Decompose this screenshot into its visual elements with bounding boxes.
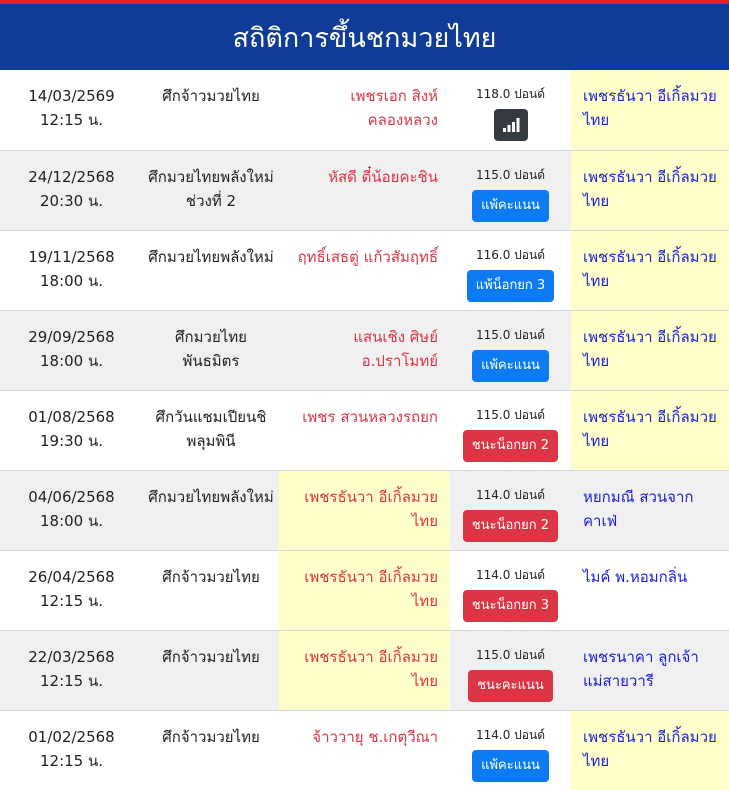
fight-row <box>0 70 729 150</box>
fight-time: 12:15 น. <box>39 752 104 770</box>
red-corner-fighter[interactable]: ฤทธิ์เสธตู่ แก้วสัมฤทธิ์ <box>297 248 438 266</box>
fight-date: 24/12/2568 <box>28 168 115 186</box>
bar-chart-icon <box>502 117 520 133</box>
blue-corner-fighter[interactable]: เพชรธันวา อีเกิ้ลมวยไทย <box>571 711 729 790</box>
result-cell <box>450 711 571 790</box>
result-cell <box>450 391 571 470</box>
fight-row <box>0 630 729 710</box>
fight-datetime <box>0 551 143 630</box>
red-corner-fighter[interactable]: จ้าววายุ ช.เกตุวีณา <box>312 728 438 746</box>
result-badge[interactable]: ชนะน็อกยก 2 <box>463 430 558 462</box>
event-name: ศึกมวยไทยพลังใหม่ <box>148 248 274 266</box>
fight-time: 12:15 น. <box>39 592 104 610</box>
fight-history-table <box>0 70 729 790</box>
result-badge[interactable]: แพ้คะแนน <box>472 350 549 382</box>
fight-date: 04/06/2568 <box>28 488 115 506</box>
fight-date: 26/04/2568 <box>28 568 115 586</box>
result-cell <box>450 70 571 150</box>
result-cell <box>450 551 571 630</box>
fight-row <box>0 310 729 390</box>
result-badge[interactable]: ชนะน็อกยก 2 <box>463 510 558 542</box>
result-badge[interactable]: ชนะคะแนน <box>468 670 553 702</box>
blue-corner-fighter[interactable]: เพชรธันวา อีเกิ้ลมวยไทย <box>571 151 729 230</box>
event-name: ศึกวันแชมเปียนชิพลุมพินี <box>155 408 267 450</box>
event-name: ศึกมวยไทยพลังใหม่ ช่วงที่ 2 <box>148 168 274 210</box>
fight-date: 14/03/2569 <box>28 87 115 105</box>
event-name: ศึกจ้าวมวยไทย <box>162 728 260 746</box>
fight-time: 20:30 น. <box>39 192 104 210</box>
fight-datetime <box>0 391 143 470</box>
fight-date: 19/11/2568 <box>28 248 115 266</box>
blue-corner-fighter[interactable]: หยกมณี สวนจากคาเฟ่ <box>583 488 694 530</box>
weight-label: 115.0 ปอนด์ <box>476 648 545 662</box>
fight-time: 19:30 น. <box>39 432 104 450</box>
fight-time: 18:00 น. <box>39 512 104 530</box>
fight-datetime <box>0 631 143 710</box>
weight-label: 114.0 ปอนด์ <box>476 568 545 582</box>
fight-row <box>0 710 729 790</box>
fight-date: 01/02/2568 <box>28 728 115 746</box>
result-badge[interactable]: แพ้น็อกยก 3 <box>467 270 554 302</box>
weight-label: 115.0 ปอนด์ <box>476 408 545 422</box>
fight-row <box>0 470 729 550</box>
result-cell <box>450 231 571 310</box>
fight-row <box>0 150 729 230</box>
red-corner-fighter[interactable]: เพชรเอก สิงห์คลองหลวง <box>350 87 438 129</box>
blue-corner-fighter[interactable]: เพชรนาคา ลูกเจ้าแม่สายวารี <box>583 648 699 690</box>
fight-row <box>0 550 729 630</box>
event-name: ศึกมวยไทยพันธมิตร <box>175 328 247 370</box>
page-title: สถิติการขึ้นชกมวยไทย <box>232 22 497 54</box>
fight-time: 18:00 น. <box>39 352 104 370</box>
fight-time: 12:15 น. <box>39 111 104 129</box>
weight-label: 114.0 ปอนด์ <box>476 728 545 742</box>
weight-label: 114.0 ปอนด์ <box>476 488 545 502</box>
blue-corner-fighter[interactable]: เพชรธันวา อีเกิ้ลมวยไทย <box>571 391 729 470</box>
fight-time: 12:15 น. <box>39 672 104 690</box>
fight-datetime <box>0 70 143 150</box>
event-name: ศึกจ้าวมวยไทย <box>162 648 260 666</box>
red-corner-fighter[interactable]: หัสดี ตี๋น้อยคะชิน <box>328 168 438 186</box>
fight-time: 18:00 น. <box>39 272 104 290</box>
red-corner-fighter[interactable]: เพชรธันวา อีเกิ้ลมวยไทย <box>279 471 450 550</box>
blue-corner-fighter[interactable]: เพชรธันวา อีเกิ้ลมวยไทย <box>571 311 729 390</box>
result-badge[interactable]: ชนะน็อกยก 3 <box>463 590 558 622</box>
result-cell <box>450 471 571 550</box>
result-badge[interactable]: แพ้คะแนน <box>472 190 549 222</box>
red-corner-fighter[interactable]: เพชร สวนหลวงรถยก <box>302 408 438 426</box>
result-badge[interactable]: แพ้คะแนน <box>472 750 549 782</box>
weight-label: 118.0 ปอนด์ <box>476 87 545 101</box>
fight-date: 29/09/2568 <box>28 328 115 346</box>
red-corner-fighter[interactable]: เพชรธันวา อีเกิ้ลมวยไทย <box>279 631 450 710</box>
weight-label: 115.0 ปอนด์ <box>476 168 545 182</box>
fight-row <box>0 230 729 310</box>
weight-label: 115.0 ปอนด์ <box>476 328 545 342</box>
stats-button[interactable] <box>494 109 528 141</box>
event-name: ศึกมวยไทยพลังใหม่ <box>148 488 274 506</box>
fight-datetime <box>0 151 143 230</box>
fight-datetime <box>0 711 143 790</box>
fight-datetime <box>0 471 143 550</box>
red-corner-fighter[interactable]: แสนเชิง ศิษย์อ.ปราโมทย์ <box>353 328 438 370</box>
fight-row <box>0 390 729 470</box>
blue-corner-fighter[interactable]: เพชรธันวา อีเกิ้ลมวยไทย <box>571 70 729 150</box>
fight-datetime <box>0 311 143 390</box>
weight-label: 116.0 ปอนด์ <box>476 248 545 262</box>
fight-date: 22/03/2568 <box>28 648 115 666</box>
blue-corner-fighter[interactable]: ไมค์ พ.หอมกลิ่น <box>583 568 688 586</box>
fight-date: 01/08/2568 <box>28 408 115 426</box>
result-cell <box>450 631 571 710</box>
blue-corner-fighter[interactable]: เพชรธันวา อีเกิ้ลมวยไทย <box>571 231 729 310</box>
fight-datetime <box>0 231 143 310</box>
result-cell <box>450 311 571 390</box>
event-name: ศึกจ้าวมวยไทย <box>162 568 260 586</box>
page-header <box>0 4 729 70</box>
result-cell <box>450 151 571 230</box>
event-name: ศึกจ้าวมวยไทย <box>162 87 260 105</box>
red-corner-fighter[interactable]: เพชรธันวา อีเกิ้ลมวยไทย <box>279 551 450 630</box>
